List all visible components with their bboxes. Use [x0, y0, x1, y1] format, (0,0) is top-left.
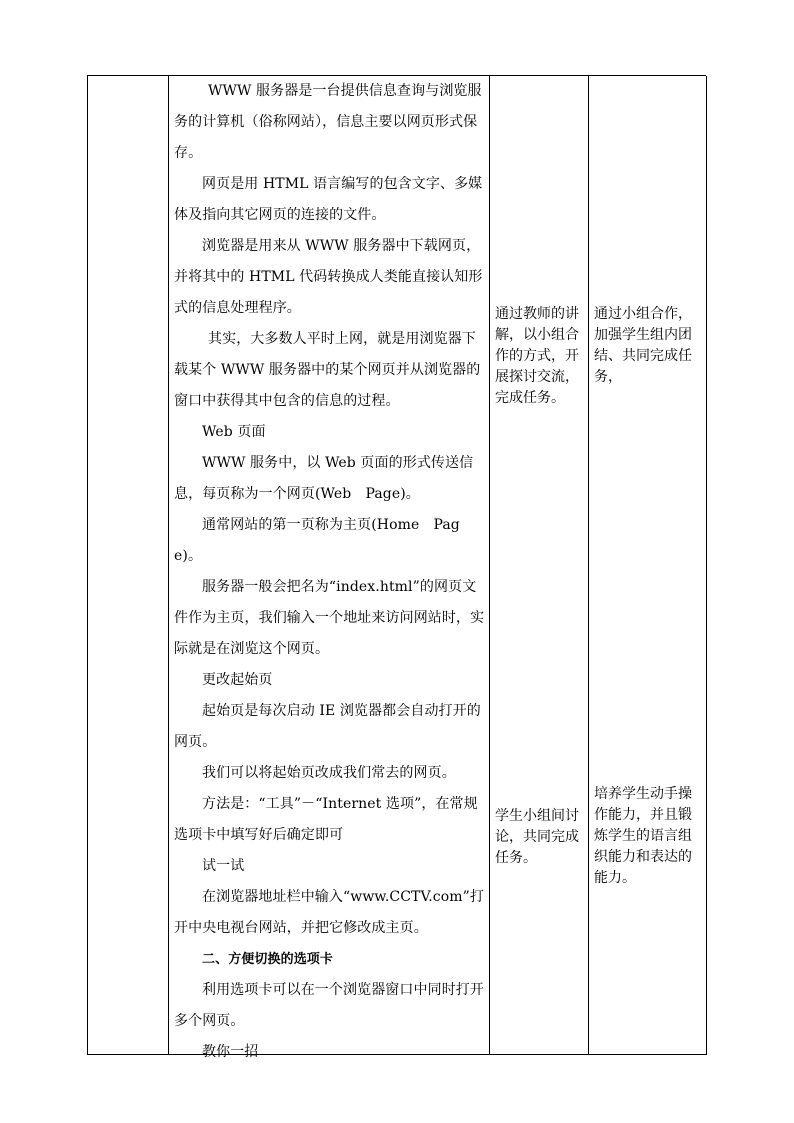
content-paragraph: 起始页是每次启动 IE 浏览器都会自动打开的网页。: [174, 703, 481, 750]
content-paragraph: 其实，大多数人平时上网，就是用浏览器下载某个 WWW 服务器中的某个网页并从浏览器的窗口中获得其中包含的信息的过程。: [174, 331, 481, 409]
table-column-intent: [589, 76, 707, 1055]
lesson-content: [174, 76, 486, 1068]
table-column-activity: [490, 76, 589, 1055]
content-paragraph: 网页是用 HTML 语言编写的包含文字、多媒体及指向其它网页的连接的文件。: [174, 176, 483, 223]
table-column-stage: [88, 76, 169, 1055]
content-paragraph: 浏览器是用来从 WWW 服务器中下载网页，并将其中的 HTML 代码转换成人类能直接认知形式的信息处理程序。: [174, 238, 483, 316]
content-subheading: Web 页面: [202, 424, 266, 440]
content-subheading: 更改起始页: [202, 672, 273, 688]
section-heading: 二、方便切换的选项卡: [202, 952, 334, 967]
activity-text: 通过教师的讲解，以小组合作的方式，开展探讨交流，完成任务。: [495, 306, 579, 406]
content-paragraph: 利用选项卡可以在一个浏览器窗口中同时打开多个网页。: [174, 982, 484, 1029]
content-paragraph: 我们可以将起始页改成我们常去的网页。: [202, 765, 456, 781]
content-paragraph: 在浏览器地址栏中输入“www.CCTV.com”打开中央电视台网站，并把它修改成主页。: [174, 889, 484, 936]
content-paragraph: WWW 服务中，以 Web 页面的形式传送信息，每页称为一个网页(Web Page)。: [174, 455, 474, 502]
content-subheading: 教你一招: [202, 1044, 259, 1060]
content-paragraph: 服务器一般会把名为“index.html”的网页文件作为主页，我们输入一个地址来访问网站时，实际就是在浏览这个网页。: [174, 579, 485, 657]
intent-text: 通过小组合作，加强学生组内团结、共同完成任务，: [594, 306, 692, 385]
content-paragraph: 通常网站的第一页称为主页(Home Page)。: [174, 517, 460, 564]
activity-text: 学生小组间讨论，共同完成任务。: [495, 808, 579, 866]
content-paragraph: 方法是：“工具”－“Internet 选项”，在常规选项卡中填写好后确定即可: [174, 796, 478, 843]
content-paragraph: WWW 服务器是一台提供信息查询与浏览服务的计算机（俗称网站），信息主要以网页形式保存。: [174, 83, 482, 161]
content-subheading: 试一试: [202, 858, 245, 874]
intent-text: 培养学生动手操作能力，并且锻炼学生的语言组织能力和表达的能力。: [594, 786, 692, 886]
